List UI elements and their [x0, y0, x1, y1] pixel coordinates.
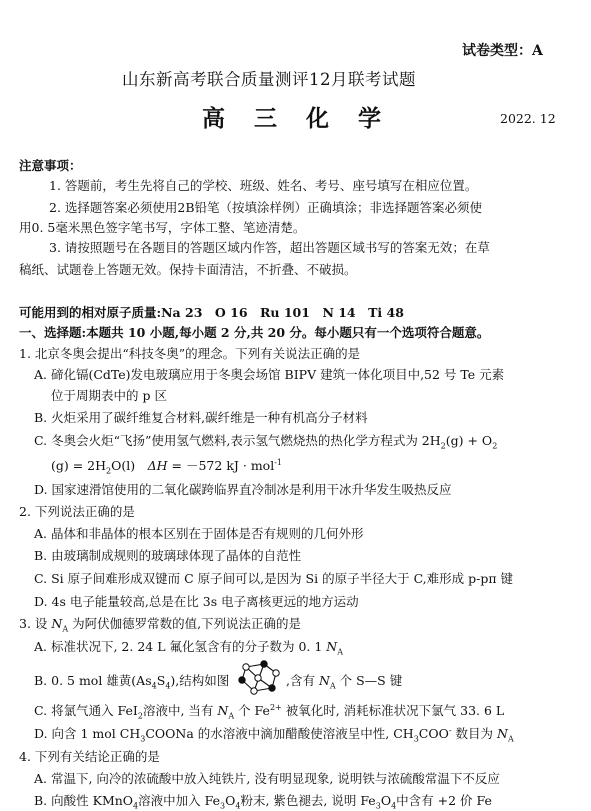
option-d: D. 国家速滑馆使用的二氧化碳跨临界直冷制冰是利用干冰升华发生吸热反应: [34, 482, 452, 497]
subscript: 3: [220, 801, 226, 811]
section-heading: 一、选择题:本题共 10 小题,每小题 2 分,共 20 分。每小题只有一个选项符合题意。: [19, 325, 490, 340]
subscript: A: [337, 647, 343, 657]
option-c: [34, 433, 497, 449]
text-segment: 粉末, 紫色褪去, 说明 Fe: [240, 793, 376, 808]
subscript: A: [62, 624, 69, 634]
option-c: [34, 703, 504, 719]
subscript: A: [329, 681, 336, 691]
text-segment: B. 0. 5 mol 雄黄(As: [34, 673, 152, 688]
subscript: 2: [137, 711, 143, 721]
option-b: [34, 793, 492, 809]
superscript: -1: [274, 457, 282, 467]
text-segment: B. 向酸性 KMnO: [34, 793, 134, 808]
text-segment: C. 将氯气通入 FeI: [34, 703, 138, 718]
text-segment: 被氧化时, 消耗标准状况下氯气 33. 6 L: [281, 703, 505, 718]
subscript: 2: [492, 441, 498, 451]
na-symbol: N: [51, 616, 63, 631]
option-c: C. Si 原子间难形成双键而 C 原子间可以,是因为 Si 的原子半径大于 C,难形成 p-pπ 键: [34, 571, 514, 586]
question-stem: 1. 北京冬奥会提出“科技冬奥”的理念。下列有关说法正确的是: [19, 346, 361, 361]
notice-line: 用0. 5毫米黑色签字笔书写，字体工整、笔迹清楚。: [19, 220, 306, 235]
text-segment: ),结构如图: [170, 673, 230, 688]
option-d: D. 4s 电子能量较高,总是在比 3s 电子离核更远的地方运动: [34, 594, 359, 609]
text-segment: D. 向含 1 mol CH: [34, 726, 141, 741]
enthalpy-symbol: ΔH: [147, 458, 168, 473]
exam-title: 山东新高考联合质量测评12月联考试题: [122, 70, 416, 89]
text-segment: 为阿伏伽德罗常数的值,下列说法正确的是: [68, 616, 302, 631]
na-symbol: N: [217, 703, 229, 718]
text-segment: C. 冬奥会火炬“飞扬”使用氢气燃料,表示氢气燃烧热的热化学方程式为 2H: [34, 433, 441, 448]
notice-line: 1. 答题前，考生先将自己的学校、班级、姓名、考号、座号填写在相应位置。: [49, 178, 478, 193]
text-segment: O(l): [111, 458, 148, 473]
paper-type: 试卷类型：A: [462, 43, 543, 59]
option-c-continued: [51, 458, 282, 474]
subscript: 2: [440, 441, 446, 451]
text-segment: (g) + O: [445, 433, 493, 448]
text-segment: ,含有: [286, 673, 319, 688]
na-symbol: N: [497, 726, 508, 741]
option-a: [34, 639, 343, 655]
text-segment: 个 S—S 键: [335, 673, 403, 688]
option-a-continued: 位于周期表中的 p 区: [51, 388, 167, 403]
subscript: 3: [413, 734, 419, 744]
question-stem: 2. 下列说法正确的是: [19, 504, 135, 519]
text-segment: A. 标准状况下, 2. 24 L 氟化氢含有的分子数为 0. 1: [34, 639, 327, 654]
option-a: A. 常温下, 向冷的浓硫酸中放入纯铁片, 没有明显现象, 说明铁与浓硫酸常温下不反应: [34, 771, 500, 786]
text-segment: 3. 设: [19, 616, 52, 631]
subscript: 3: [140, 734, 146, 744]
realgar-structure-figure: [236, 660, 284, 696]
text-segment: S: [156, 673, 166, 688]
text-segment: = －572 kJ · mol: [167, 458, 275, 473]
superscript: -: [448, 725, 452, 735]
exam-date: 2022. 12: [500, 111, 556, 126]
option-b: [34, 673, 229, 689]
text-segment: 数目为: [451, 726, 497, 741]
text-segment: 个 Fe: [234, 703, 270, 718]
option-b: B. 由玻璃制成规则的玻璃球体现了晶体的自范性: [34, 548, 302, 563]
subscript: 4: [391, 801, 397, 811]
subscript: 3: [375, 801, 381, 811]
option-b-tail: [286, 673, 402, 689]
subscript: 2: [106, 466, 112, 476]
option-b: B. 火炬采用了碳纤维复合材料,碳纤维是一种有机高分子材料: [34, 410, 368, 425]
subscript: 4: [165, 681, 171, 691]
text-segment: 溶液中, 当有: [142, 703, 218, 718]
superscript: 2+: [269, 702, 282, 712]
question-stem: [19, 616, 301, 632]
na-symbol: N: [318, 673, 330, 688]
text-segment: O: [225, 793, 236, 808]
notice-line: 稿纸、试题卷上答题无效。保持卡面清洁，不折叠、不破损。: [19, 262, 357, 277]
text-segment: COONa 的水溶液中滴加醋酸使溶液呈中性, CH: [145, 726, 414, 741]
notice-line: 2. 选择题答案必须使用2B铅笔（按填涂样例）正确填涂；非选择题答案必须使: [49, 200, 483, 215]
option-a: A. 碲化镉(CdTe)发电玻璃应用于冬奥会场馆 BIPV 建筑一体化项目中,52 号 Te 元素: [34, 367, 505, 382]
subscript: A: [507, 734, 514, 744]
subscript: 4: [151, 681, 157, 691]
text-segment: COO: [418, 726, 449, 741]
notice-title: 注意事项：: [19, 158, 82, 173]
text-segment: 溶液中加入 Fe: [138, 793, 221, 808]
text-segment: 中含有 +2 价 Fe: [396, 793, 492, 808]
question-stem: 4. 下列有关结论正确的是: [19, 749, 160, 764]
subscript: 4: [235, 801, 241, 811]
subscript: A: [228, 711, 235, 721]
text-segment: (g) = 2H: [51, 458, 107, 473]
na-symbol: N: [326, 639, 338, 654]
atomic-masses: 可能用到的相对原子质量:Na 23 O 16 Ru 101 N 14 Ti 48: [19, 305, 404, 320]
subject-title: 高 三 化 学: [202, 105, 384, 132]
option-d: [34, 726, 514, 742]
subscript: 4: [133, 801, 139, 811]
option-a: A. 晶体和非晶体的根本区别在于固体是否有规则的几何外形: [34, 526, 364, 541]
notice-line: 3. 请按照题号在各题目的答题区域内作答，超出答题区域书写的答案无效；在草: [49, 240, 490, 255]
text-segment: O: [380, 793, 392, 808]
